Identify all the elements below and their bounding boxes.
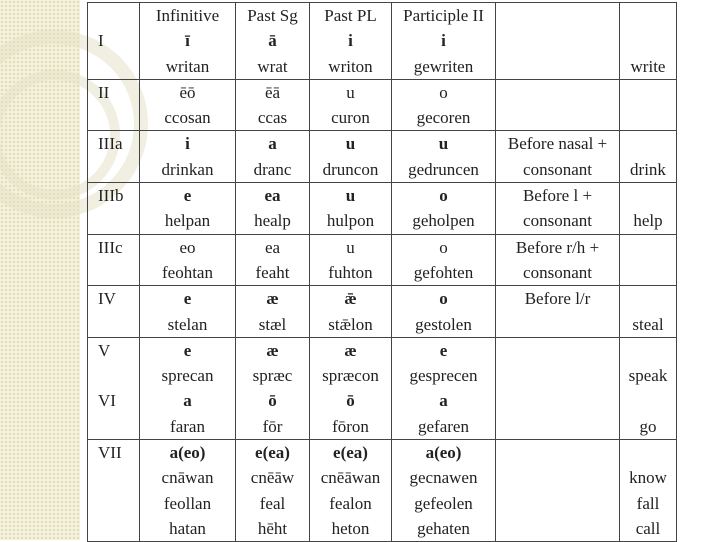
verb-form: gecoren xyxy=(416,108,471,128)
verb-form: helpan xyxy=(164,211,211,231)
participle-cell xyxy=(392,234,496,286)
verb-form: gedruncen xyxy=(408,159,479,179)
past-sg-cell xyxy=(236,337,310,439)
verb-class-row xyxy=(88,79,677,131)
class-cell xyxy=(88,337,140,439)
past-pl-cell xyxy=(310,131,392,183)
verb-form: gecnawen xyxy=(409,468,478,488)
infinitive-cell xyxy=(140,131,236,183)
verb-form: e xyxy=(183,340,192,360)
verb-form: gestolen xyxy=(415,314,472,334)
verb-form: dranc xyxy=(253,159,292,179)
infinitive-cell xyxy=(140,440,236,542)
english-meaning xyxy=(622,338,674,363)
verb-form: ea xyxy=(264,186,281,206)
english-meaning xyxy=(622,440,674,465)
infinitive-cell xyxy=(140,3,236,80)
past-pl-cell xyxy=(310,79,392,131)
condition-note: consonant xyxy=(523,262,592,282)
verb-form: hulpon xyxy=(326,211,375,231)
verb-form: gefaren xyxy=(418,416,469,436)
verb-form: feaht xyxy=(255,262,290,282)
verb-form: ccosan xyxy=(164,108,211,128)
verb-class-row xyxy=(88,131,677,183)
verb-form: geholpen xyxy=(412,211,475,231)
verb-form: cnēāwan xyxy=(320,468,381,488)
class-cell xyxy=(88,79,140,131)
meaning-cell xyxy=(620,183,677,235)
verb-form: æ xyxy=(344,340,357,360)
verb-form: o xyxy=(439,289,448,309)
participle-cell xyxy=(392,79,496,131)
infinitive-cell xyxy=(140,337,236,439)
verb-form: e(ea) xyxy=(333,443,368,463)
verb-form: feollan xyxy=(163,493,212,513)
verb-form: a xyxy=(268,134,277,154)
verb-form: ēō xyxy=(179,82,196,102)
english-meaning xyxy=(622,388,674,413)
class-cell xyxy=(88,183,140,235)
verb-form: i xyxy=(441,31,446,51)
past-sg-cell xyxy=(236,440,310,542)
class-cell xyxy=(88,234,140,286)
verb-form: a(eo) xyxy=(169,443,206,463)
past-sg-cell xyxy=(236,286,310,338)
verb-form: writan xyxy=(165,56,210,76)
verb-form: stǣlon xyxy=(328,314,373,334)
verb-form: ccas xyxy=(257,108,288,128)
past-sg-cell xyxy=(236,79,310,131)
condition-note: consonant xyxy=(523,159,592,179)
verb-form: u xyxy=(438,134,449,154)
english-meaning: drink xyxy=(630,159,666,179)
infinitive-cell xyxy=(140,234,236,286)
verb-form: ēā xyxy=(264,82,281,102)
verb-form: u xyxy=(346,237,355,257)
verb-form: e(ea) xyxy=(255,443,290,463)
side-pattern-decoration xyxy=(0,0,80,540)
condition-note: Before nasal + xyxy=(507,134,608,154)
meaning-cell xyxy=(620,440,677,542)
verb-class-row xyxy=(88,286,677,338)
english-meaning: help xyxy=(633,211,663,231)
column-header: Infinitive xyxy=(155,6,220,25)
participle-cell xyxy=(392,440,496,542)
past-sg-cell xyxy=(236,3,310,80)
condition-note: Before r/h + xyxy=(515,237,600,257)
condition-note-cell xyxy=(496,337,620,439)
infinitive-cell xyxy=(140,183,236,235)
past-pl-cell xyxy=(310,234,392,286)
condition-note-cell xyxy=(496,234,620,286)
verb-form: stelan xyxy=(167,314,208,334)
class-label: IIIb xyxy=(98,186,124,206)
verb-form: stæl xyxy=(258,314,287,334)
verb-class-row xyxy=(88,183,677,235)
participle-cell xyxy=(392,131,496,183)
meaning-cell xyxy=(620,337,677,439)
verb-form: e xyxy=(439,340,448,360)
past-pl-cell xyxy=(310,286,392,338)
verb-form: e xyxy=(183,289,192,309)
verb-form: a xyxy=(183,391,192,411)
class-label xyxy=(98,414,137,439)
verb-form: gesprecen xyxy=(409,366,478,386)
verb-form: ō xyxy=(346,391,355,411)
verb-form: a(eo) xyxy=(425,443,462,463)
verb-form: druncon xyxy=(322,159,379,179)
verb-form: o xyxy=(439,237,448,257)
verb-form: æ xyxy=(266,289,279,309)
class-cell xyxy=(88,3,140,80)
verb-class-row xyxy=(88,3,677,80)
verb-form: eo xyxy=(179,237,196,257)
class-label: IIIc xyxy=(98,237,123,257)
verb-form: hatan xyxy=(169,518,206,538)
verb-form: ō xyxy=(268,391,277,411)
english-meaning: fall xyxy=(636,493,660,513)
class-cell xyxy=(88,131,140,183)
past-sg-cell xyxy=(236,234,310,286)
verb-form: writon xyxy=(328,56,373,76)
verb-form: cnēāw xyxy=(250,468,295,488)
verb-form: a xyxy=(439,391,448,411)
verb-form: æ xyxy=(266,340,279,360)
verb-form: gefohten xyxy=(413,262,474,282)
meaning-cell xyxy=(620,3,677,80)
verb-form: spræc xyxy=(252,366,293,386)
class-label: II xyxy=(98,82,110,102)
meaning-cell xyxy=(620,131,677,183)
participle-cell xyxy=(392,337,496,439)
verb-form: cnāwan xyxy=(161,468,214,488)
verb-form: i xyxy=(348,31,353,51)
infinitive-cell xyxy=(140,79,236,131)
infinitive-cell xyxy=(140,286,236,338)
class-label: V xyxy=(98,340,111,360)
verb-form: ea xyxy=(264,237,281,257)
verb-form: gefeolen xyxy=(414,493,473,513)
verb-form: fōr xyxy=(262,416,283,436)
verb-form: sprecan xyxy=(161,366,214,386)
class-label xyxy=(98,363,137,388)
english-meaning: write xyxy=(630,56,666,76)
verb-class-row xyxy=(88,337,677,439)
verb-form: curon xyxy=(331,108,370,128)
verb-form: heton xyxy=(331,518,370,538)
verb-form: gehaten xyxy=(417,518,470,538)
condition-note-cell xyxy=(496,286,620,338)
spacer xyxy=(98,3,137,28)
past-pl-cell xyxy=(310,183,392,235)
verb-form: healp xyxy=(254,211,291,231)
verb-form: hēht xyxy=(257,518,288,538)
strong-verbs-table xyxy=(87,2,677,542)
meaning-cell xyxy=(620,286,677,338)
class-label: IV xyxy=(98,289,116,309)
verb-form: ā xyxy=(268,31,277,51)
condition-note: Before l/r xyxy=(524,289,591,309)
condition-note-cell xyxy=(496,131,620,183)
class-label: IIIa xyxy=(98,134,123,154)
participle-cell xyxy=(392,3,496,80)
verb-form: u xyxy=(345,186,356,206)
condition-note-cell xyxy=(496,3,620,80)
past-sg-cell xyxy=(236,131,310,183)
meaning-cell xyxy=(620,79,677,131)
participle-cell xyxy=(392,183,496,235)
verb-form: gewriten xyxy=(413,56,474,76)
verb-form: o xyxy=(439,186,448,206)
column-header: Past Sg xyxy=(247,6,298,25)
condition-note-cell xyxy=(496,183,620,235)
column-header: Participle II xyxy=(403,6,484,25)
english-meaning: go xyxy=(639,416,657,436)
past-pl-cell xyxy=(310,440,392,542)
past-sg-cell xyxy=(236,183,310,235)
class-label: I xyxy=(98,31,104,51)
verb-form: i xyxy=(185,134,190,154)
class-cell xyxy=(88,286,140,338)
verb-form: u xyxy=(345,134,356,154)
column-header: Past PL xyxy=(324,6,377,25)
verb-form: faran xyxy=(170,416,205,436)
verb-form: ǣ xyxy=(344,289,357,309)
verb-form: u xyxy=(346,82,355,102)
english-meaning: speak xyxy=(628,366,668,386)
verb-form: feohtan xyxy=(162,262,213,282)
verb-class-row xyxy=(88,234,677,286)
class-label xyxy=(98,54,137,79)
verb-form: fōron xyxy=(332,416,369,436)
verb-class-row xyxy=(88,440,677,542)
condition-note: Before l + xyxy=(522,186,593,206)
verb-form: fealon xyxy=(329,493,372,513)
verb-form: ī xyxy=(185,31,190,51)
english-meaning: steal xyxy=(632,314,664,334)
verb-form: drinkan xyxy=(161,159,214,179)
verb-form: wrat xyxy=(257,56,288,76)
participle-cell xyxy=(392,286,496,338)
class-cell xyxy=(88,440,140,542)
english-meaning: know xyxy=(629,468,667,488)
condition-note-cell xyxy=(496,440,620,542)
verb-form: spræcon xyxy=(322,366,379,386)
meaning-cell xyxy=(620,234,677,286)
verb-form: o xyxy=(439,82,448,102)
verb-form: feal xyxy=(259,493,286,513)
class-label: VI xyxy=(98,391,116,411)
past-pl-cell xyxy=(310,337,392,439)
past-pl-cell xyxy=(310,3,392,80)
condition-note-cell xyxy=(496,79,620,131)
class-label: VII xyxy=(98,443,122,463)
verb-form: e xyxy=(183,186,192,206)
verb-form: fuhton xyxy=(328,262,373,282)
condition-note: consonant xyxy=(523,211,592,231)
english-meaning: call xyxy=(635,518,661,538)
